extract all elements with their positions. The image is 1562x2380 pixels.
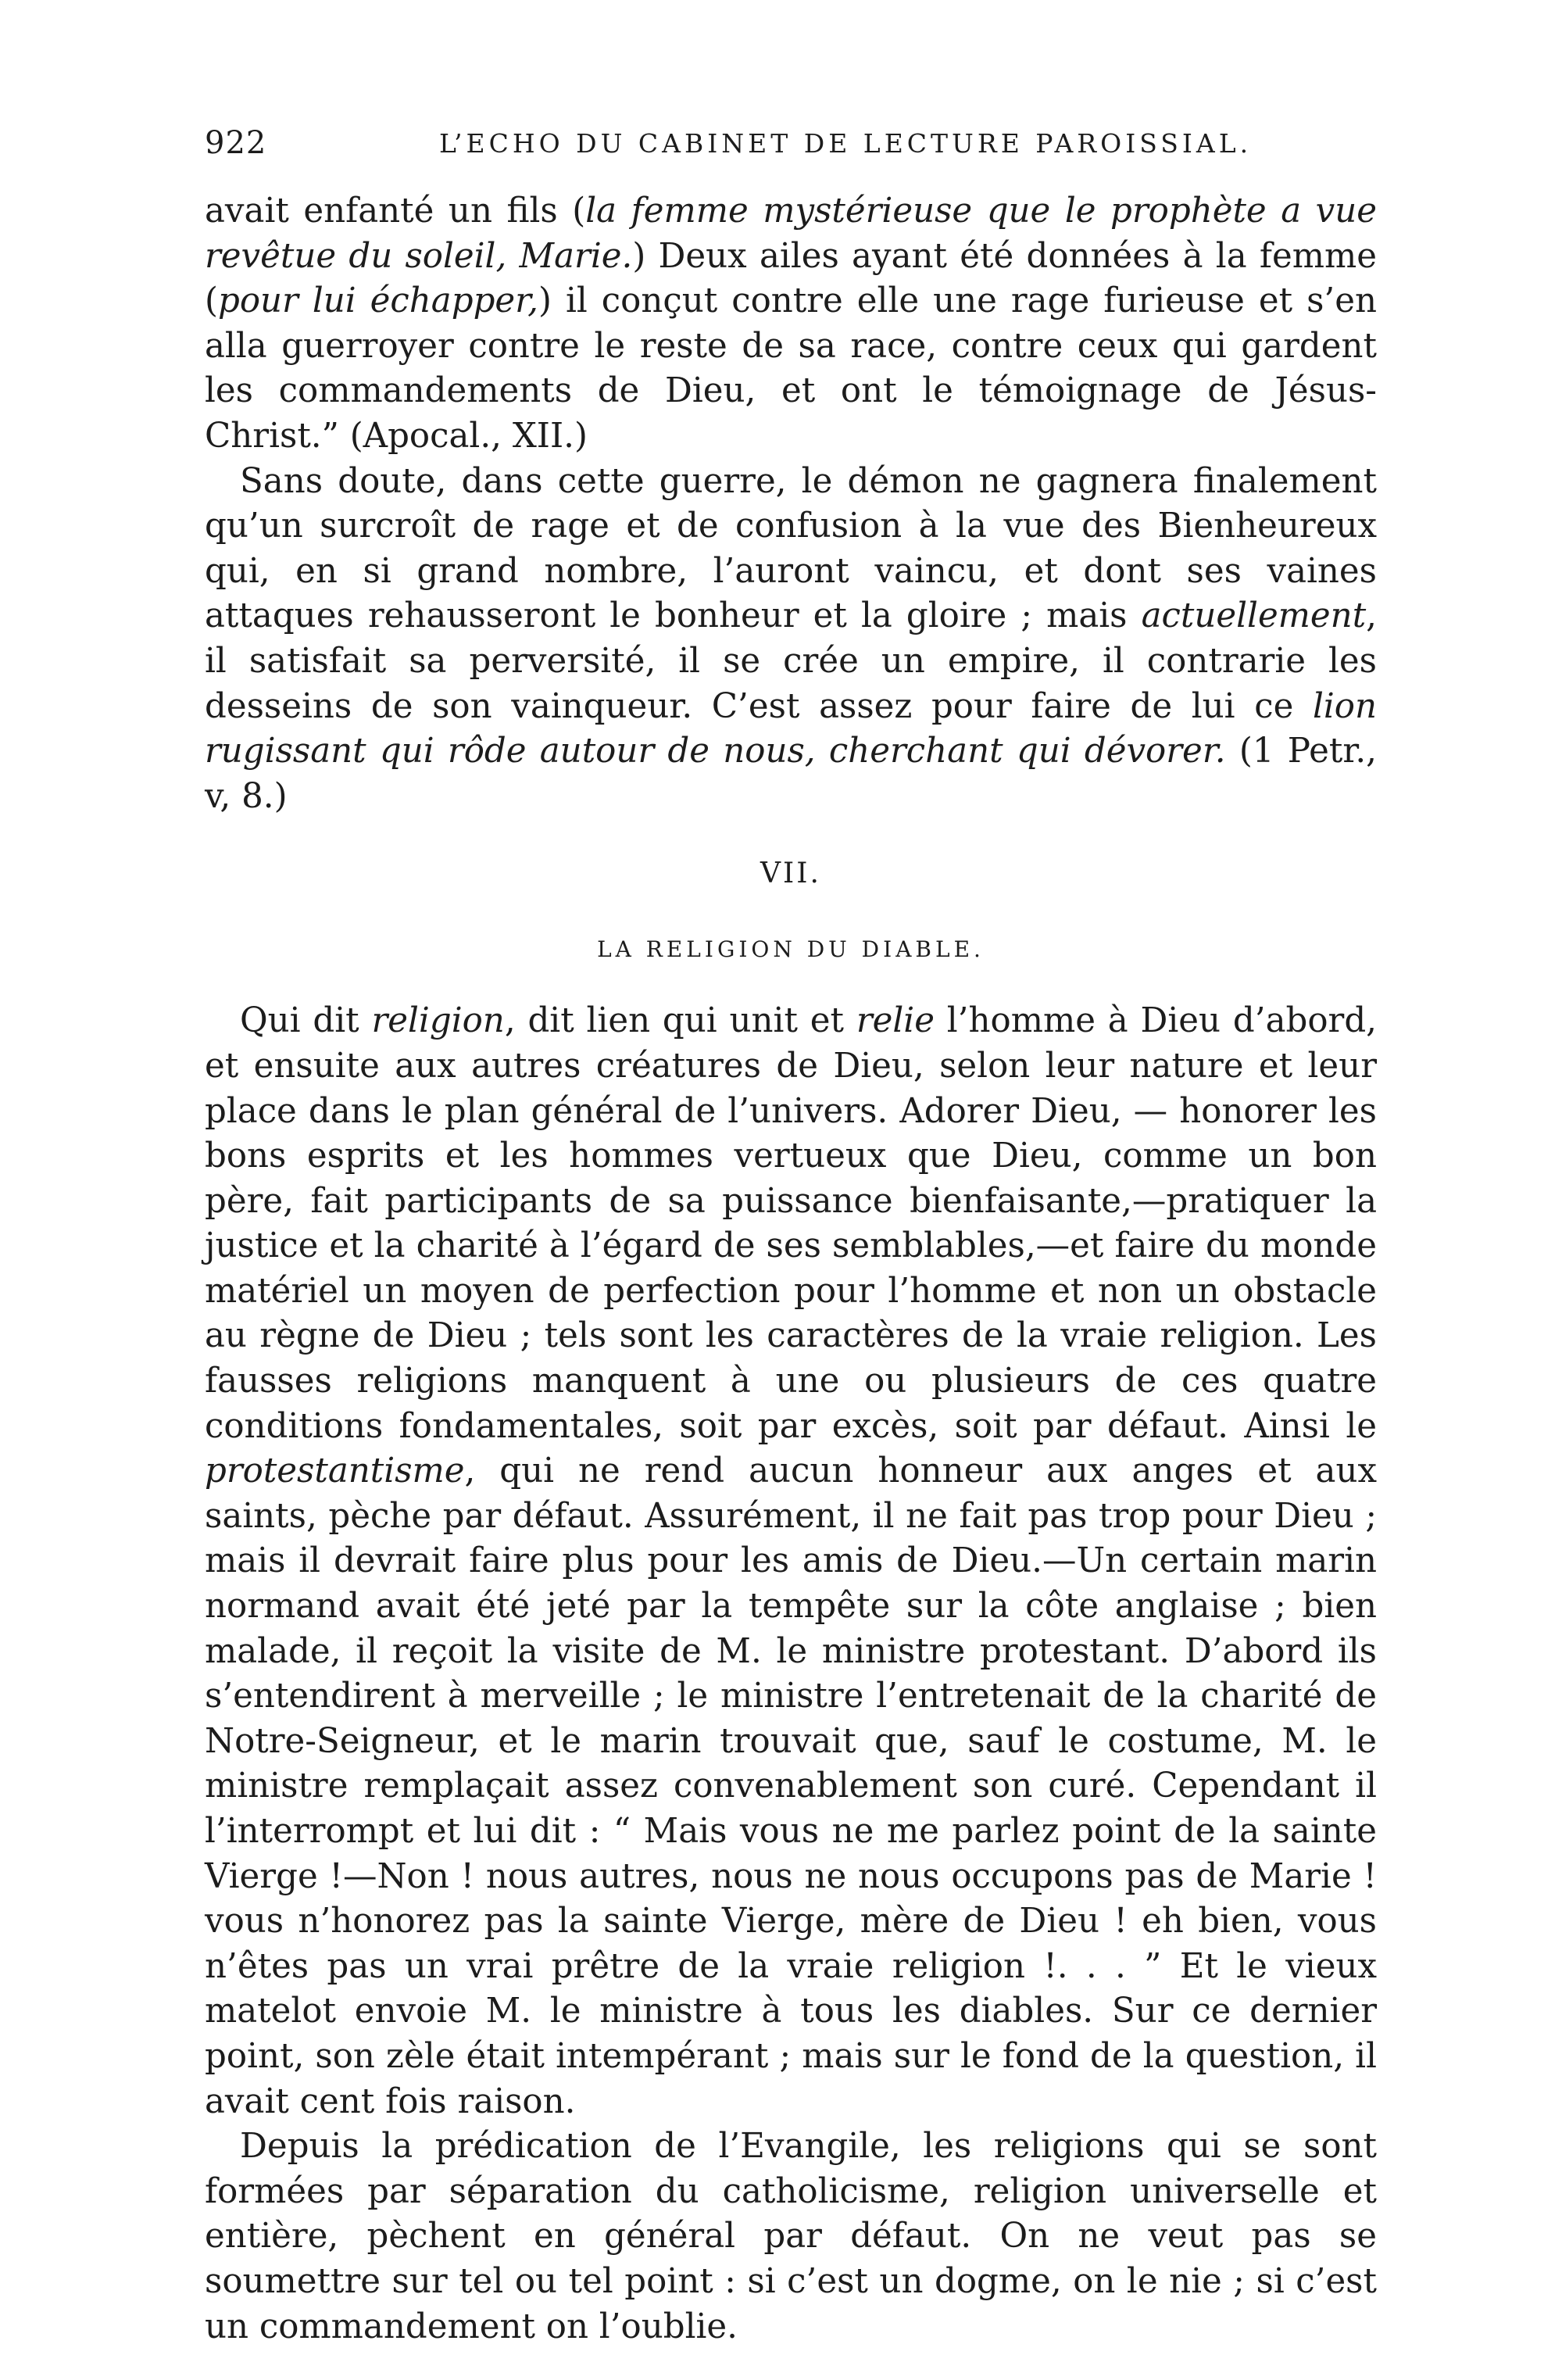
- italic-text-run: actuellement: [1141, 596, 1367, 636]
- text-run: , qui ne rend aucun honneur aux anges et aux saints, pèche par défaut. Assurément, il ne fait pas trop pour Dieu ; mais il devrait faire plus pour les amis de Dieu.—Un certain marin normand avait été jeté par la tempête sur la côte anglaise ; bien malade, il reçoit la visite de M. le ministre protestant. D’abord ils s’entendirent à merveille ; le ministre l’entretenait de la charité de Notre-Seigneur, et le marin trouvait que, sauf le costume, M. le ministre remplaçait assez convenablement son curé. Cependant il l’interrompt et lui dit : “ Mais vous ne me parlez point de la sainte Vierge !—Non ! nous autres, nous ne nous occupons pas de Marie ! vous n’honorez pas la sainte Vierge, mère de Dieu ! eh bien, vous n’êtes pas un vrai prêtre de la vraie religion !. . . ” Et le vieux matelot envoie M. le ministre à tous les diables. Sur ce dernier point, son zèle était intempérant ; mais sur le fond de la question, il avait cent fois raison.: [205, 1451, 1377, 2121]
- paragraph: [205, 460, 1377, 820]
- paragraph: [205, 999, 1377, 2124]
- page-number: 922: [205, 125, 267, 161]
- text-run: l’homme à Dieu d’abord, et ensuite aux autres créatures de Dieu, selon leur nature et leur place dans le plan général de l’univers. Adorer Dieu, — honorer les bons esprits et les hommes vertueux que Dieu, comme un bon père, fait participants de sa puissance bienfaisante,—pratiquer la justice et la charité à l’égard de ses semblables,—et faire du monde matériel un moyen de perfection pour l’homme et non un obstacle au règne de Dieu ; tels sont les caractères de la vraie religion. Les fausses religions manquent à une ou plusieurs de ces quatre conditions fondamentales, soit par excès, soit par défaut. Ainsi le: [205, 1001, 1378, 1446]
- italic-text-run: protestantisme: [205, 1451, 465, 1491]
- italic-text-run: lion rugissant qui rôde autour de nous, cherchant qui dévorer.: [205, 686, 1377, 771]
- body-text: [205, 189, 1377, 2350]
- text-run: ) il conçut contre elle une rage furieuse et s’en alla guerroyer contre le reste de sa race, contre ceux qui gardent les commandements de Dieu, et ont le témoignage de Jésus-Christ.” (Apocal., XII.): [205, 281, 1377, 456]
- section-title: LA RELIGION DU DIABLE.: [597, 936, 985, 963]
- page-header: [205, 125, 1377, 172]
- text-run: Depuis la prédication de l’Evangile, les religions qui se sont formées par séparation du catholicisme, religion universelle et entière, pèchent en général par défaut. On ne veut pas se soumettre sur tel ou tel point : si c’est un dogme, on le nie ; si c’est un commandement on l’oublie.: [205, 2127, 1377, 2346]
- text-run: (1 Petr., v, 8.): [205, 732, 1377, 816]
- italic-text-run: relie: [856, 1001, 935, 1041]
- running-title: L’ECHO DU CABINET DE LECTURE PAROISSIAL.: [439, 128, 1253, 159]
- text-run: Sans doute, dans cette guerre, le démon ne gagnera finalement qu’un surcroît de rage et de confusion à la vue des Bienheureux qui, en si grand nombre, l’auront vaincu, et dont ses vaines attaques rehausseront le bonheur et la gloire ; mais: [205, 461, 1377, 636]
- text-run: avait enfanté un fils (: [205, 191, 586, 231]
- text-run: , il satisfait sa perversité, il se crée un empire, il contrarie les desseins de son vainqueur. C’est assez pour faire de lui ce: [205, 596, 1377, 726]
- paragraph-continuation: [205, 189, 1377, 460]
- italic-text-run: pour lui échapper,: [217, 281, 538, 321]
- text-run: Qui dit: [240, 1001, 372, 1041]
- text-run: ) Deux ailes ayant été données à la femme (: [205, 236, 1377, 321]
- section-number: VII.: [760, 857, 821, 890]
- italic-text-run: la femme mystérieuse que le prophète a vue revêtue du soleil, Marie.: [205, 191, 1378, 276]
- paragraph: [205, 2124, 1377, 2350]
- text-run: , dit lien qui unit et: [504, 1001, 856, 1041]
- italic-text-run: religion: [371, 1001, 505, 1041]
